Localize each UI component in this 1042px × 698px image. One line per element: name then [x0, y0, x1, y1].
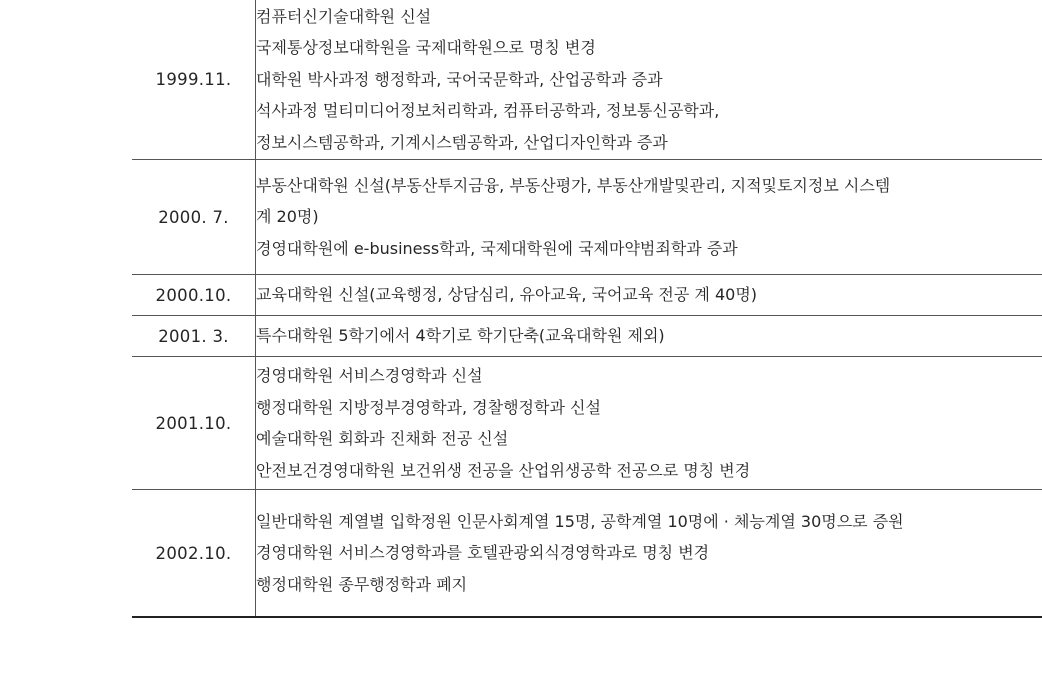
description-cell — [256, 357, 1042, 490]
table-row — [132, 357, 1042, 490]
table-row — [132, 490, 1042, 618]
description-line: 부동산대학원 신설(부동산투지금융, 부동산평가, 부동산개발및관리, 지적및토지정보 시스템 — [256, 175, 891, 195]
description-line: 정보시스템공학과, 기계시스템공학과, 산업디자인학과 증과 — [256, 132, 668, 152]
description-cell — [256, 490, 1042, 618]
date-cell: 1999.11. — [132, 0, 256, 160]
table-row — [132, 275, 1042, 316]
date-cell: 2002.10. — [132, 490, 256, 618]
description-line: 행정대학원 지방정부경영학과, 경찰행정학과 신설 — [256, 397, 601, 417]
description-cell — [256, 316, 1042, 357]
description-line: 경영대학원에 e-business학과, 국제대학원에 국제마약범죄학과 증과 — [256, 238, 738, 258]
date-cell: 2001.10. — [132, 357, 256, 490]
date-cell: 2000.10. — [132, 275, 256, 316]
description-line: 경영대학원 서비스경영학과를 호텔관광외식경영학과로 명칭 변경 — [256, 543, 710, 563]
date-cell: 2000. 7. — [132, 160, 256, 275]
description-line: 특수대학원 5학기에서 4학기로 학기단축(교육대학원 제외) — [256, 326, 665, 346]
description-line: 예술대학원 회화과 진채화 전공 신설 — [256, 429, 509, 448]
description-cell — [256, 275, 1042, 316]
table-row — [132, 160, 1042, 275]
description-cell — [256, 0, 1042, 160]
description-line: 국제통상정보대학원을 국제대학원으로 명칭 변경 — [256, 38, 596, 57]
date-cell: 2001. 3. — [132, 316, 256, 357]
table-row — [132, 316, 1042, 357]
description-line: 석사과정 멀티미디어정보처리학과, 컴퓨터공학과, 정보통신공학과, — [256, 101, 720, 120]
history-table — [132, 0, 1042, 618]
description-line: 행정대학원 종무행정학과 폐지 — [256, 574, 468, 594]
description-line: 교육대학원 신설(교육행정, 상담심리, 유아교육, 국어교육 전공 계 40명) — [256, 285, 758, 305]
description-line: 컴퓨터신기술대학원 신설 — [256, 6, 432, 26]
description-line: 대학원 박사과정 행정학과, 국어국문학과, 산업공학과 증과 — [256, 69, 663, 89]
table-row — [132, 0, 1042, 160]
description-line: 일반대학원 계열별 입학정원 인문사회계열 15명, 공학계열 10명에 · 체능계열 30명으로 증원 — [256, 511, 904, 531]
description-line: 안전보건경영대학원 보건위생 전공을 산업위생공학 전공으로 명칭 변경 — [256, 460, 751, 480]
description-line: 계 20명) — [256, 207, 319, 227]
description-line: 경영대학원 서비스경영학과 신설 — [256, 366, 483, 385]
description-cell — [256, 160, 1042, 275]
